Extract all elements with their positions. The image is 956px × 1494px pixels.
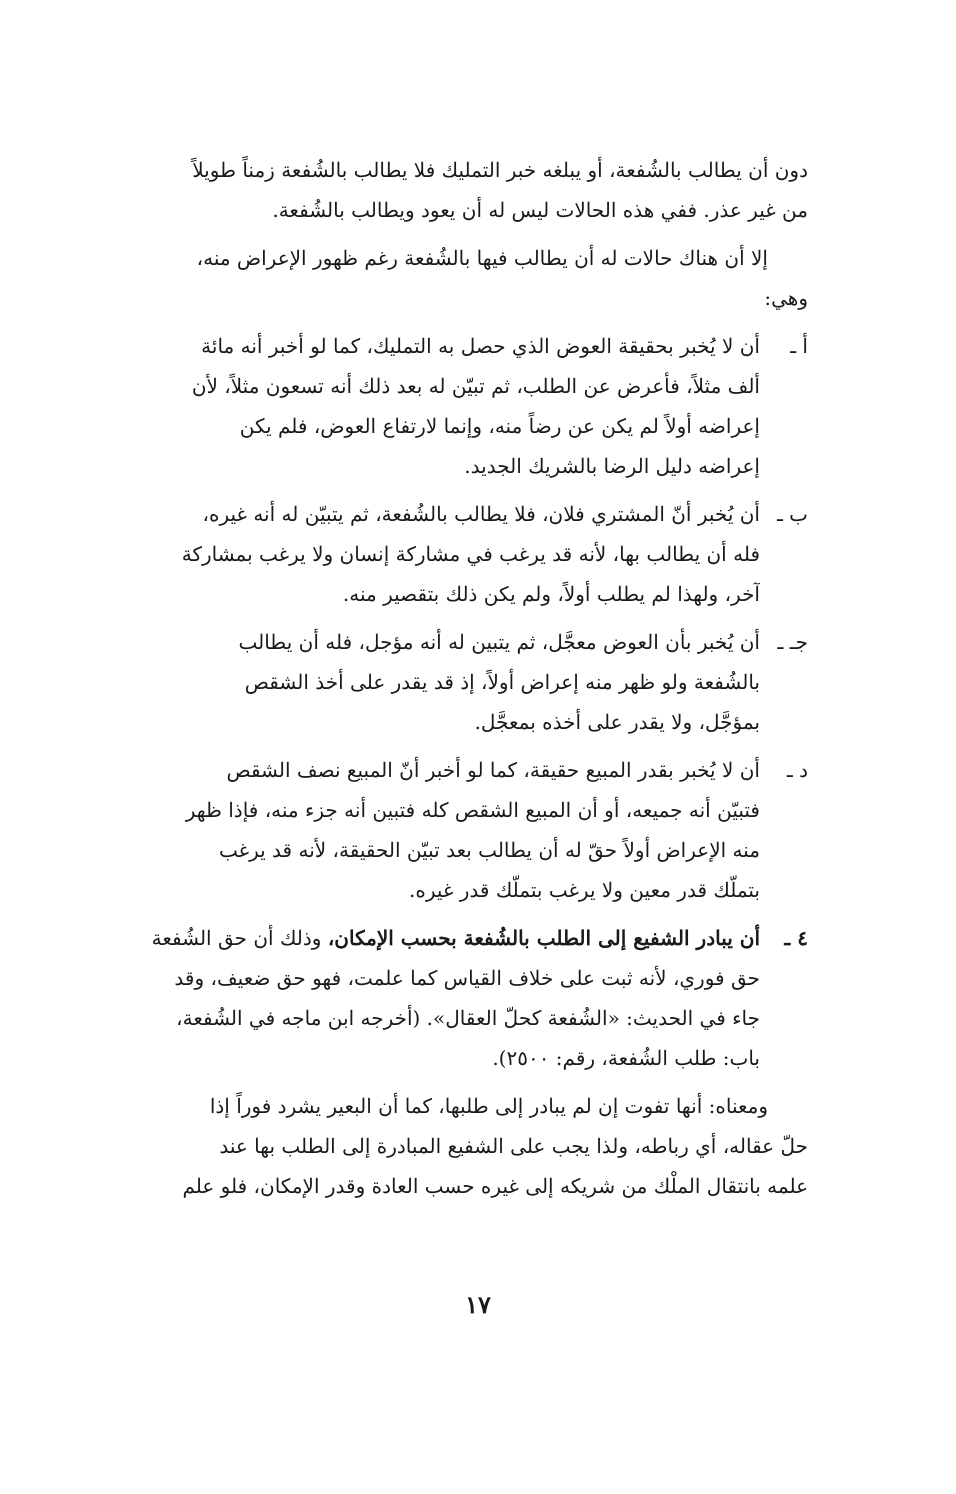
list-item-d (118, 750, 808, 910)
text-line: إعراضه أولاً لم يكن عن رضاً منه، وإنما لارتفاع العوض، فلم يكن (239, 414, 760, 438)
paragraph-continuation (118, 150, 808, 230)
list-marker: ٤ ـ (784, 926, 808, 950)
list-item-b (118, 494, 808, 614)
condition-heading: أن يبادر الشفيع إلى الطلب بالشُفعة بحسب الإمكان، (327, 926, 760, 950)
page-number: ١٧ (465, 1290, 491, 1319)
text-line: ألف مثلاً، فأعرض عن الطلب، ثم تبيّن له بعد ذلك أنه تسعون مثلاً، لأن (191, 374, 760, 398)
text-line: علمه بانتقال الملْك من شريكه إلى غيره حسب العادة وقدر الإمكان، فلو علم (182, 1174, 808, 1198)
text-line: بمؤجَّل، ولا يقدر على أخذه بمعجَّل. (474, 710, 760, 734)
body-text (118, 150, 808, 1206)
text-line: بتملّك قدر معين ولا يرغب بتملّك قدر غيره. (409, 878, 760, 902)
text-line: من غير عذر. ففي هذه الحالات ليس له أن يعود ويطالب بالشُفعة. (272, 198, 808, 222)
text-line: فله أن يطالب بها، لأنه قد يرغب في مشاركة إنسان ولا يرغب بمشاركة (181, 542, 760, 566)
list-item-a (118, 326, 808, 486)
text-line: دون أن يطالب بالشُفعة، أو يبلغه خبر التمليك فلا يطالب بالشُفعة زمناً طويلاً (192, 158, 808, 182)
list-item-body (118, 326, 760, 486)
list-item-c (118, 622, 808, 742)
text-line: حق فوري، لأنه ثبت على خلاف القياس كما علمت، فهو حق ضعيف، وقد (174, 966, 760, 990)
paragraph-exceptions (118, 238, 808, 318)
text-line (118, 918, 760, 958)
list-item-body (118, 750, 760, 910)
list-item-4 (118, 918, 808, 1078)
heading-continuation: وذلك أن حق الشُفعة (151, 926, 328, 950)
text-line: أن لا يُخبر بقدر المبيع حقيقة، كما لو أخبر أنّ المبيع نصف الشقص (226, 758, 760, 782)
text-line: منه الإعراض أولاً حقّ له أن يطالب بعد تبيّن الحقيقة، لأنه قد يرغب (219, 838, 760, 862)
text-line: فتبيّن أنه جميعه، أو أن المبيع الشقص كله فتبين أنه جزء منه، فإذا ظهر (185, 798, 760, 822)
text-line: حلّ عقاله، أي رباطه، ولذا يجب على الشفيع المبادرة إلى الطلب بها عند (219, 1134, 808, 1158)
list-item-body (118, 494, 760, 614)
list-marker: أ ـ (790, 334, 808, 358)
text-line: وهي: (764, 286, 808, 310)
text-line: أن يُخبر أنّ المشتري فلان، فلا يطالب بالشُفعة، ثم يتبيّن له أنه غيره، (202, 502, 760, 526)
text-line: إلا أن هناك حالات له أن يطالب فيها بالشُفعة رغم ظهور الإعراض منه، (196, 246, 768, 270)
list-marker: د ـ (786, 758, 808, 782)
list-marker: ب ـ (776, 502, 808, 526)
list-marker: جـ ـ (777, 630, 808, 654)
text-line: آخر، ولهذا لم يطلب أولاً، ولم يكن ذلك بتقصير منه. (342, 582, 760, 606)
list-item-body (118, 918, 760, 1078)
text-line: أن لا يُخبر بحقيقة العوض الذي حصل به التمليك، كما لو أخبر أنه مائة (201, 334, 760, 358)
text-line: أن يُخبر بأن العوض معجَّل، ثم يتبين له أنه مؤجل، فله أن يطالب (238, 630, 760, 654)
text-line: باب: طلب الشُفعة، رقم: ٢٥٠٠). (492, 1046, 760, 1070)
text-line: بالشُفعة ولو ظهر منه إعراض أولاً، إذ قد يقدر على أخذ الشقص (244, 670, 760, 694)
text-line: جاء في الحديث: «الشُفعة كحلّ العقال». (أخرجه ابن ماجه في الشُفعة، (176, 1006, 760, 1030)
text-line: إعراضه دليل الرضا بالشريك الجديد. (464, 454, 760, 478)
paragraph-meaning (118, 1086, 808, 1206)
text-line: ومعناه: أنها تفوت إن لم يبادر إلى طلبها، كما أن البعير يشرد فوراً إذا (209, 1094, 768, 1118)
list-item-body (118, 622, 760, 742)
